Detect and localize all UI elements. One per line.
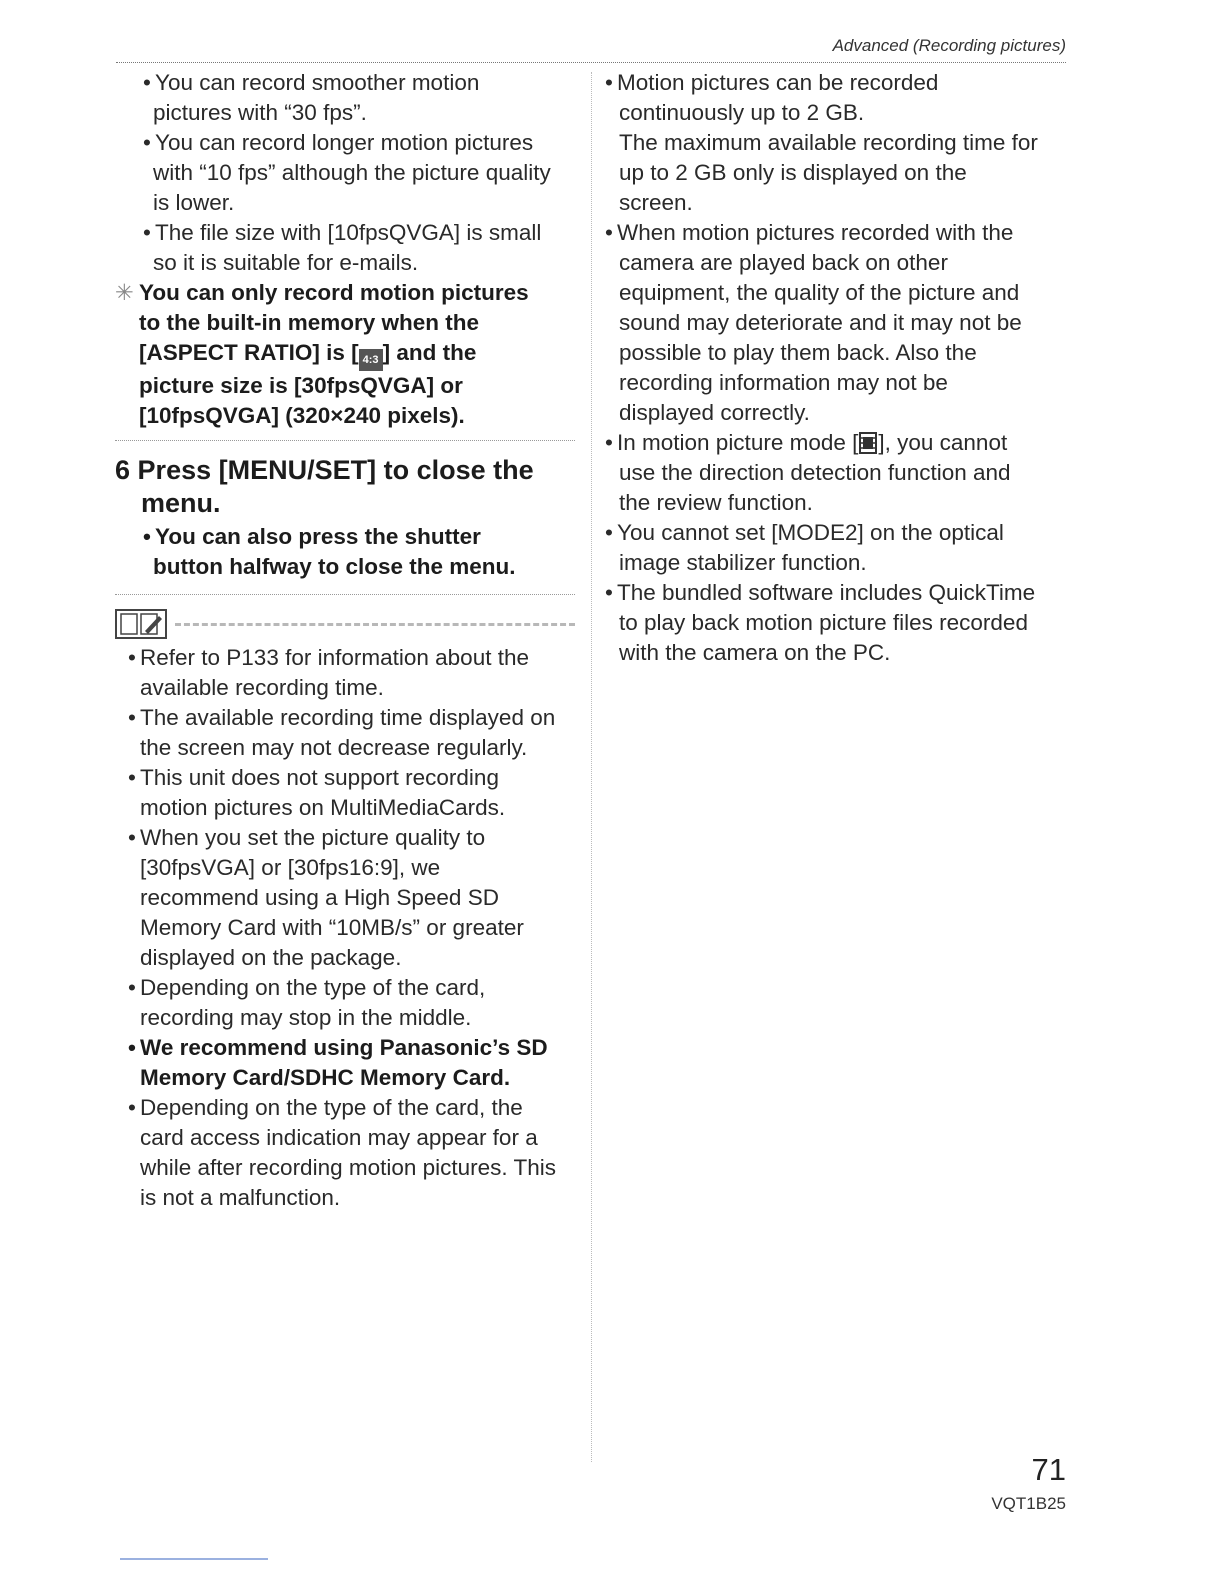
dashed-rule bbox=[175, 623, 575, 626]
bullet-30fps: • You can record smoother motion bbox=[143, 70, 480, 95]
header-rule bbox=[116, 62, 1066, 63]
right-bullet-motion-mode-cont1: use the direction detection function and bbox=[619, 460, 1011, 485]
note-panasonic: • We recommend using Panasonic’s SD bbox=[128, 1035, 548, 1060]
section-header: Advanced (Recording pictures) bbox=[832, 36, 1066, 55]
note-p133: • Refer to P133 for information about the bbox=[128, 645, 529, 670]
right-bullet-playback-cont4: possible to play them back. Also the bbox=[619, 340, 977, 365]
step-6-sub-cont: button halfway to close the menu. bbox=[153, 554, 516, 579]
note-available-time: • The available recording time displayed on bbox=[128, 705, 556, 730]
footer-line bbox=[120, 1558, 268, 1560]
separator bbox=[115, 440, 575, 441]
note-access-indication-cont3: is not a malfunction. bbox=[140, 1185, 341, 1210]
right-bullet-2gb-cont3: up to 2 GB only is displayed on the bbox=[619, 160, 967, 185]
right-bullet-playback-cont1: camera are played back on other bbox=[619, 250, 948, 275]
right-bullet-2gb: • Motion pictures can be recorded bbox=[605, 70, 939, 95]
right-bullet-playback-cont6: displayed correctly. bbox=[619, 400, 810, 425]
note-access-indication: • Depending on the type of the card, the bbox=[128, 1095, 523, 1120]
right-bullet-motion-mode: • In motion picture mode [ ], you cannot bbox=[605, 430, 1008, 455]
right-bullet-mode2-cont: image stabilizer function. bbox=[619, 550, 867, 575]
note-available-time-cont: the screen may not decrease regularly. bbox=[140, 735, 528, 760]
note-card-type: • Depending on the type of the card, bbox=[128, 975, 486, 1000]
column-divider bbox=[591, 72, 592, 1462]
note-high-speed-cont3: Memory Card with “10MB/s” or greater bbox=[140, 915, 524, 940]
page-number: 71 bbox=[1031, 1452, 1066, 1487]
right-bullet-2gb-cont1: continuously up to 2 GB. bbox=[619, 100, 865, 125]
right-bullet-motion-mode-cont2: the review function. bbox=[619, 490, 813, 515]
right-bullet-quicktime-cont1: to play back motion picture files recorded bbox=[619, 610, 1028, 635]
left-column bbox=[115, 68, 575, 1213]
right-column bbox=[605, 68, 1065, 668]
note-access-indication-cont1: card access indication may appear for a bbox=[140, 1125, 538, 1150]
right-bullet-playback-cont2: equipment, the quality of the picture and bbox=[619, 280, 1020, 305]
motion-picture-mode-icon bbox=[858, 432, 878, 454]
document-code: VQT1B25 bbox=[991, 1494, 1066, 1513]
star-note: ✳ You can only record motion pictures bbox=[115, 278, 575, 308]
aspect-ratio-icon: 4:3 bbox=[359, 349, 383, 371]
right-bullet-quicktime: • The bundled software includes QuickTime bbox=[605, 580, 1036, 605]
bullet-filesize-cont: so it is suitable for e-mails. bbox=[153, 250, 419, 275]
bullet-30fps-cont: pictures with “30 fps”. bbox=[153, 100, 367, 125]
note-icon bbox=[115, 609, 167, 639]
bullet-10fps: • You can record longer motion pictures bbox=[143, 130, 534, 155]
right-bullet-playback: • When motion pictures recorded with the bbox=[605, 220, 1014, 245]
right-bullet-2gb-cont2: The maximum available recording time for bbox=[619, 130, 1038, 155]
right-bullet-mode2: • You cannot set [MODE2] on the optical bbox=[605, 520, 1004, 545]
note-high-speed: • When you set the picture quality to bbox=[128, 825, 486, 850]
right-bullet-quicktime-cont2: with the camera on the PC. bbox=[619, 640, 891, 665]
star-note-line4: picture size is [30fpsQVGA] or bbox=[139, 373, 463, 398]
note-access-indication-cont2: while after recording motion pictures. This bbox=[140, 1155, 557, 1180]
bullet-10fps-cont: with “10 fps” although the picture quality bbox=[153, 160, 551, 185]
step-6-heading: 6 Press [MENU/SET] to close the bbox=[115, 455, 534, 485]
note-high-speed-cont2: recommend using a High Speed SD bbox=[140, 885, 499, 910]
note-mmc-cont: motion pictures on MultiMediaCards. bbox=[140, 795, 506, 820]
note-mmc: • This unit does not support recording bbox=[128, 765, 499, 790]
star-note-line2: to the built-in memory when the bbox=[139, 310, 480, 335]
note-p133-cont: available recording time. bbox=[140, 675, 384, 700]
note-bar bbox=[115, 605, 575, 643]
bullet-filesize: • The file size with [10fpsQVGA] is small bbox=[143, 220, 542, 245]
note-high-speed-cont4: displayed on the package. bbox=[140, 945, 402, 970]
bullet-10fps-cont2: is lower. bbox=[153, 190, 235, 215]
step-6-heading-cont: menu. bbox=[141, 488, 221, 518]
note-high-speed-cont1: [30fpsVGA] or [30fps16:9], we bbox=[140, 855, 441, 880]
separator-2 bbox=[115, 594, 575, 595]
star-note-line5: [10fpsQVGA] (320×240 pixels). bbox=[139, 403, 465, 428]
asterisk-icon: ✳ bbox=[115, 280, 134, 305]
right-bullet-2gb-cont4: screen. bbox=[619, 190, 693, 215]
star-note-line3: [ASPECT RATIO] is [ 4:3 ] and the bbox=[115, 338, 575, 371]
right-bullet-playback-cont3: sound may deteriorate and it may not be bbox=[619, 310, 1022, 335]
note-panasonic-cont: Memory Card/SDHC Memory Card. bbox=[140, 1065, 511, 1090]
note-card-type-cont: recording may stop in the middle. bbox=[140, 1005, 472, 1030]
step-6-sub: • You can also press the shutter bbox=[143, 524, 481, 549]
right-bullet-playback-cont5: recording information may not be bbox=[619, 370, 948, 395]
